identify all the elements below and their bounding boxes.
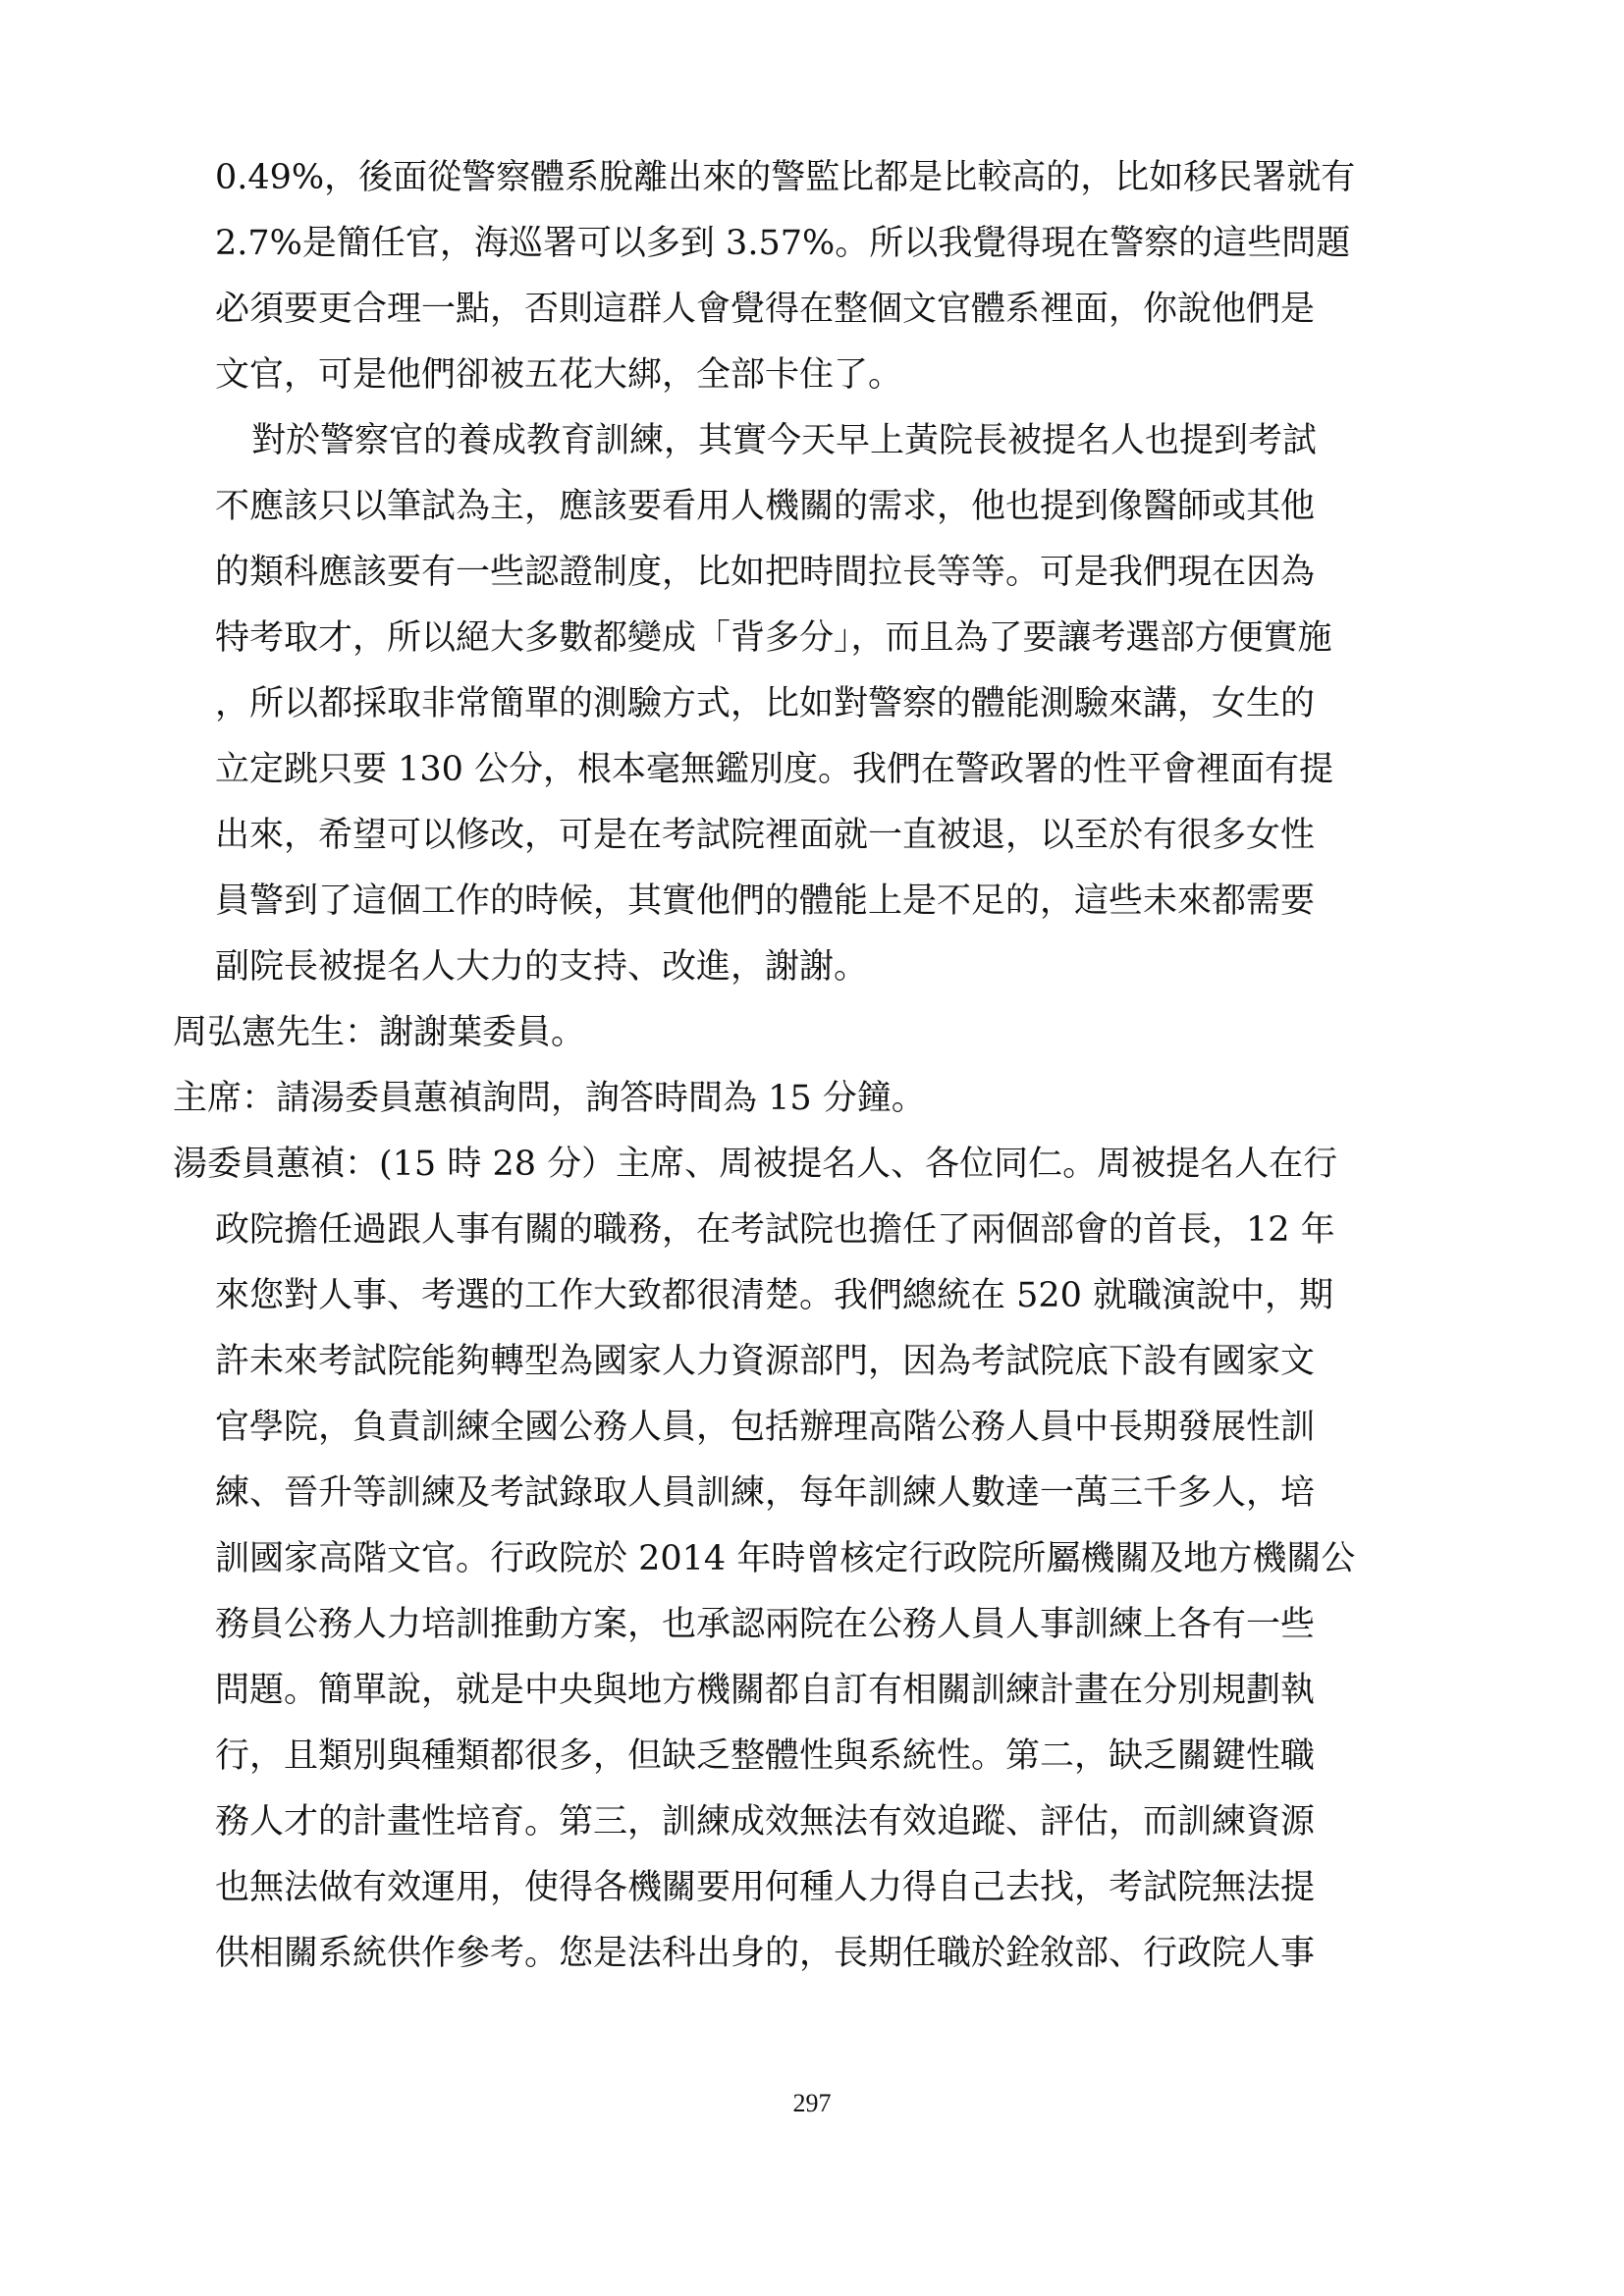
text-line: 也無法做有效運用，使得各機關要用何種人力得自己去找，考試院無法提 <box>215 1868 1316 1907</box>
text-line: 2.7%是簡任官，海巡署可以多到 3.57%。所以我覺得現在警察的這些問題 <box>215 224 1351 263</box>
text-line: 特考取才，所以絕大多數都變成「背多分」，而且為了要讓考選部方便實施 <box>215 618 1332 658</box>
text-line: 文官，可是他們卻被五花大綁，全部卡住了。 <box>215 355 903 395</box>
text-line: 政院擔任過跟人事有關的職務，在考試院也擔任了兩個部會的首長，12 年 <box>215 1210 1335 1250</box>
text-line: 問題。簡單說，就是中央與地方機關都自訂有相關訓練計畫在分別規劃執 <box>215 1671 1316 1710</box>
text-line: 務員公務人力培訓推動方案，也承認兩院在公務人員人事訓練上各有一些 <box>215 1605 1316 1644</box>
text-line: 出來，希望可以修改，可是在考試院裡面就一直被退，以至於有很多女性 <box>215 816 1316 855</box>
text-line: 副院長被提名人大力的支持、改進，謝謝。 <box>215 947 869 987</box>
text-line: 員警到了這個工作的時候，其實他們的體能上是不足的，這些未來都需要 <box>215 881 1316 921</box>
text-line: 立定跳只要 130 公分，根本毫無鑑別度。我們在警政署的性平會裡面有提 <box>215 750 1334 789</box>
paragraph-first-line: 對於警察官的養成教育訓練，其實今天早上黃院長被提名人也提到考試 <box>251 421 1318 460</box>
text-line: 許未來考試院能夠轉型為國家人力資源部門，因為考試院底下設有國家文 <box>215 1342 1316 1381</box>
transcript-body <box>173 145 1459 1987</box>
text-line: 供相關系統供作參考。您是法科出身的，長期任職於銓敘部、行政院人事 <box>215 1934 1316 1973</box>
text-line: 0.49%，後面從警察體系脫離出來的警監比都是比較高的，比如移民署就有 <box>215 158 1356 197</box>
text-line: 練、晉升等訓練及考試錄取人員訓練，每年訓練人數達一萬三千多人，培 <box>215 1473 1316 1513</box>
speaker-line: 湯委員蕙禎：(15 時 28 分）主席、周被提名人、各位同仁。周被提名人在行 <box>173 1145 1338 1184</box>
text-line: 必須要更合理一點，否則這群人會覺得在整個文官體系裡面，你說他們是 <box>215 290 1316 329</box>
text-line: 來您對人事、考選的工作大致都很清楚。我們總統在 520 就職演說中，期 <box>215 1276 1334 1315</box>
speaker-line: 主席：請湯委員蕙禎詢問，詢答時間為 15 分鐘。 <box>173 1079 926 1118</box>
text-line: 的類科應該要有一些認證制度，比如把時間拉長等等。可是我們現在因為 <box>215 553 1316 592</box>
text-line: 不應該只以筆試為主，應該要看用人機關的需求，他也提到像醫師或其他 <box>215 487 1316 526</box>
text-line: 行，且類別與種類都很多，但缺乏整體性與系統性。第二，缺乏關鍵性職 <box>215 1736 1316 1776</box>
speaker-line: 周弘憲先生：謝謝葉委員。 <box>173 1013 586 1052</box>
text-line: ，所以都採取非常簡單的測驗方式，比如對警察的體能測驗來講，女生的 <box>215 684 1316 723</box>
page-number: 297 <box>792 2089 832 2117</box>
text-line: 訓國家高階文官。行政院於 2014 年時曾核定行政院所屬機關及地方機關公 <box>215 1539 1356 1578</box>
text-line: 務人才的計畫性培育。第三，訓練成效無法有效追蹤、評估，而訓練資源 <box>215 1802 1316 1842</box>
text-line: 官學院，負責訓練全國公務人員，包括辦理高階公務人員中長期發展性訓 <box>215 1408 1316 1447</box>
